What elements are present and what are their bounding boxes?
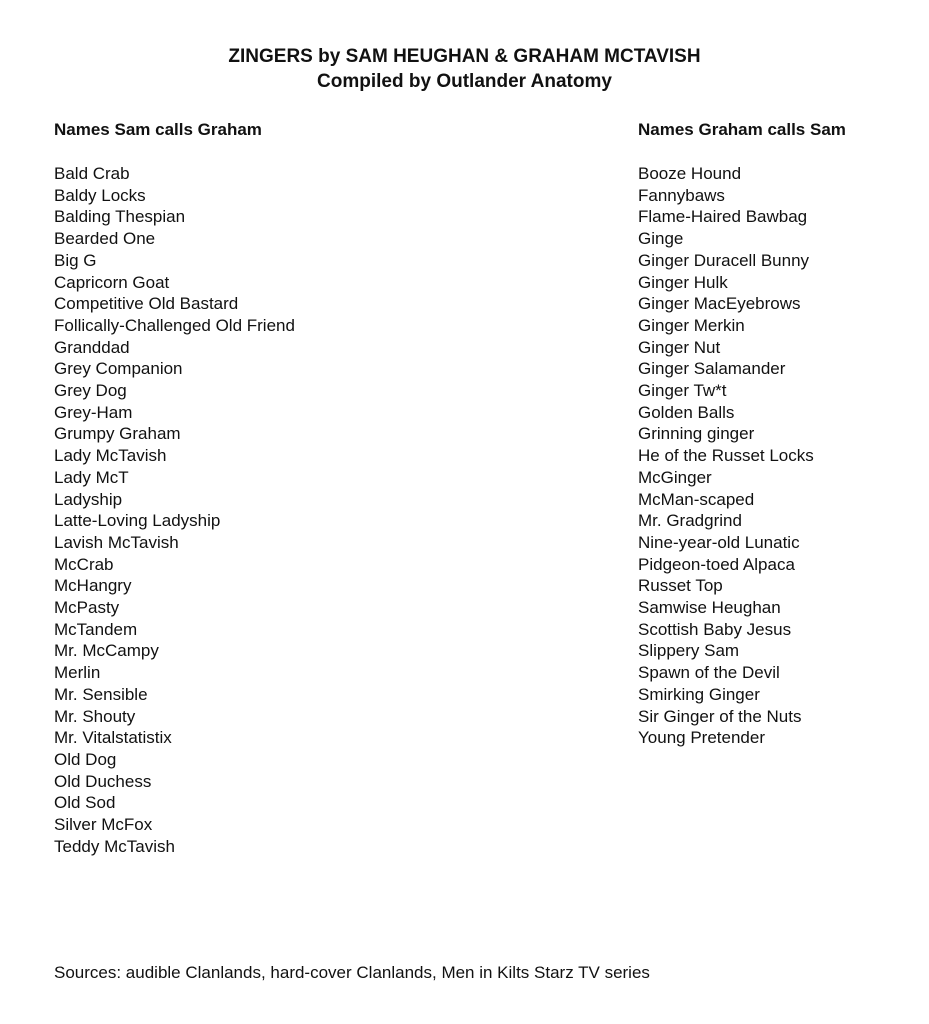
list-item: Grey Dog — [54, 381, 127, 401]
list-item: Mr. McCampy — [54, 641, 159, 661]
list-item: Ginge — [638, 229, 684, 249]
list-item: Booze Hound — [638, 164, 742, 183]
list-item: Grumpy Graham — [54, 424, 181, 444]
list-item: Granddad — [54, 337, 130, 357]
list-item: McCrab — [54, 554, 114, 574]
list-item: Merlin — [54, 663, 101, 683]
document-header — [0, 44, 929, 94]
list-item: Samwise Heughan — [638, 598, 781, 618]
list-item: Ladyship — [54, 489, 123, 509]
list-item: Bearded One — [54, 229, 156, 249]
list-item: Mr. Shouty — [54, 706, 136, 726]
list-item: McTandem — [54, 619, 138, 639]
list-item: Balding Thespian — [54, 207, 186, 227]
sources-note: Sources: audible Clanlands, hard-cover Clanlands, Men in Kilts Starz TV series — [54, 963, 650, 982]
left-name-list — [54, 163, 295, 858]
list-item: Lady McTavish — [54, 446, 167, 466]
list-item: Pidgeon-toed Alpaca — [638, 554, 795, 574]
list-item: Big G — [54, 250, 97, 270]
list-item: Mr. Gradgrind — [638, 511, 742, 531]
list-item: Latte-Loving Ladyship — [54, 511, 221, 531]
list-item: Sir Ginger of the Nuts — [638, 706, 802, 726]
left-column-heading: Names Sam calls Graham — [54, 120, 262, 139]
list-item: Baldy Locks — [54, 185, 146, 205]
list-item: Slippery Sam — [638, 641, 740, 661]
list-item: McGinger — [638, 467, 712, 487]
list-item: Competitive Old Bastard — [54, 294, 239, 314]
list-item: Russet Top — [638, 576, 723, 596]
list-item: Smirking Ginger — [638, 684, 760, 704]
list-item: Ginger Merkin — [638, 315, 745, 335]
list-item: Capricorn Goat — [54, 272, 170, 292]
left-column — [54, 119, 295, 858]
document-subtitle: Compiled by Outlander Anatomy — [317, 71, 612, 92]
list-item: Grey-Ham — [54, 402, 133, 422]
list-item: Scottish Baby Jesus — [638, 619, 792, 639]
list-item: Lady McT — [54, 467, 129, 487]
list-item: Old Sod — [54, 793, 116, 813]
list-item: Ginger Nut — [638, 337, 721, 357]
list-item: Follically-Challenged Old Friend — [54, 315, 295, 335]
list-item: Bald Crab — [54, 164, 130, 183]
list-item: McMan-scaped — [638, 489, 755, 509]
list-item: Ginger Salamander — [638, 359, 786, 379]
list-item: Fannybaws — [638, 185, 725, 205]
list-item: He of the Russet Locks — [638, 446, 814, 466]
list-item: Golden Balls — [638, 402, 735, 422]
list-item: Ginger Hulk — [638, 272, 728, 292]
list-item: Lavish McTavish — [54, 532, 179, 552]
right-column — [638, 119, 846, 749]
list-item: Mr. Vitalstatistix — [54, 728, 172, 748]
list-item: Nine-year-old Lunatic — [638, 532, 800, 552]
list-item: Teddy McTavish — [54, 836, 175, 856]
right-column-heading: Names Graham calls Sam — [638, 120, 846, 139]
list-item: Ginger MacEyebrows — [638, 294, 801, 314]
list-item: McPasty — [54, 598, 120, 618]
list-item: McHangry — [54, 576, 132, 596]
list-item: Young Pretender — [638, 728, 765, 748]
list-item: Spawn of the Devil — [638, 663, 780, 683]
list-item: Flame-Haired Bawbag — [638, 207, 808, 227]
list-item: Grinning ginger — [638, 424, 755, 444]
list-item: Old Dog — [54, 749, 117, 769]
list-item: Silver McFox — [54, 815, 153, 835]
list-item: Old Duchess — [54, 771, 152, 791]
list-item: Ginger Duracell Bunny — [638, 250, 810, 270]
document-title: ZINGERS by SAM HEUGHAN & GRAHAM MCTAVISH — [228, 46, 701, 67]
right-name-list — [638, 163, 846, 749]
list-item: Ginger Tw*t — [638, 381, 727, 401]
list-item: Mr. Sensible — [54, 684, 148, 704]
list-item: Grey Companion — [54, 359, 183, 379]
